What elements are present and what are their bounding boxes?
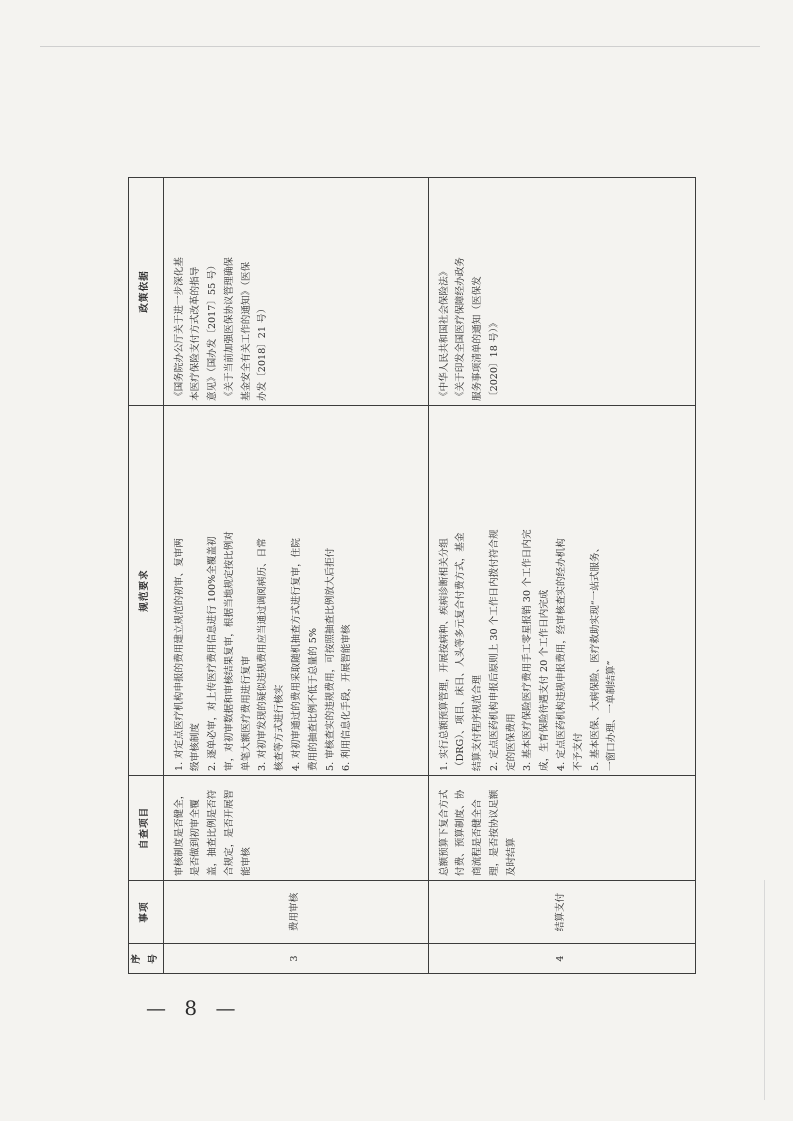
table-row — [428, 178, 695, 974]
basis-line: 服务事项清单的通知（医保发 — [472, 276, 484, 401]
row-requirement — [428, 406, 695, 776]
basis-line: 《关于当前加强医保协议管理确保 — [223, 257, 235, 401]
requirement-line: 4. 对初审通过的费用采取随机抽查方式进行复审，住院 — [291, 538, 303, 771]
requirement-line: （DRG）、项目、床日、人头等多元复合付费方式，基金 — [455, 532, 467, 771]
row-check-item — [163, 776, 428, 881]
row-number: 3 — [163, 944, 428, 974]
header-no: 序号 — [129, 944, 164, 974]
requirement-line: 2. 定点医药机构申报后原则上 30 个工作日内拨付符合规 — [488, 529, 500, 771]
header-requirement: 规范要求 — [129, 406, 164, 776]
check-line: 盖，抽查比例是否符 — [207, 789, 219, 876]
check-line: 及时结算 — [505, 837, 517, 876]
basis-line: 本医疗保险支付方式改革的指导 — [190, 266, 202, 401]
table-header-row — [129, 178, 164, 974]
header-item: 事项 — [129, 881, 164, 944]
scan-top-line — [40, 46, 760, 47]
requirement-line: 核查等方式进行核实 — [274, 684, 286, 771]
check-line: 是否做到初审全覆 — [190, 799, 202, 876]
requirement-line: 级审核制度 — [190, 723, 202, 771]
row-item: 结算支付 — [428, 881, 695, 944]
row-check-item — [428, 776, 695, 881]
requirement-line: 一窗口办理、一单制结算” — [606, 660, 618, 771]
requirement-line: 费用的抽查比例不低于总量的 5% — [307, 628, 319, 771]
rotated-table-container — [128, 178, 684, 974]
row-number: 4 — [428, 944, 695, 974]
basis-line: 〔2020〕18 号）》 — [488, 318, 500, 401]
basis-line: 基金安全有关工作的通知》（医保 — [240, 261, 252, 401]
check-line: 审核制度是否健全， — [173, 789, 185, 876]
check-line: 能审核 — [240, 847, 252, 876]
requirement-line: 1. 实行总额预算管理，开展按病种、疾病诊断相关分组 — [438, 538, 450, 771]
table-row — [163, 178, 428, 974]
check-line: 总额预算下复合方式 — [438, 789, 450, 876]
requirement-line: 成，生育保险待遇支付 20 个工作日内完成 — [539, 589, 551, 771]
requirement-line: 2. 逐单必审，对上传医疗费用信息进行 100%全覆盖初 — [207, 536, 219, 771]
check-line: 付费、预算制度、协 — [455, 789, 467, 876]
requirement-line: 定的医保费用 — [505, 713, 517, 771]
row-item: 费用审核 — [163, 881, 428, 944]
row-policy-basis — [428, 178, 695, 406]
requirement-line: 5. 审核查实的违规费用，可按照抽查比例放大后拒付 — [324, 547, 336, 771]
requirement-line: 4. 定点医药机构违规申报费用，经审核查实的经办机构 — [556, 538, 568, 771]
basis-line: 意见》（国办发〔2017〕55 号） — [207, 260, 219, 401]
requirement-line: 结算支付程序规范合理 — [472, 675, 484, 771]
row-requirement — [163, 406, 428, 776]
requirement-line: 3. 基本医疗保险医疗费用手工零星报销 30 个工作日内完 — [522, 529, 534, 771]
check-line: 商流程是否健全合 — [472, 799, 484, 876]
page-number: — 8 — — [146, 996, 242, 1020]
check-line: 理，是否按协议足额 — [488, 789, 500, 876]
header-policy-basis: 政策依据 — [129, 178, 164, 406]
scan-edge-line — [764, 880, 765, 1100]
check-line: 合规定，是否开展智 — [223, 789, 235, 876]
basis-line: 办发〔2018〕21 号） — [257, 303, 269, 401]
basis-line: 《关于印发全国医疗保障经办政务 — [455, 257, 467, 401]
requirement-line: 3. 对初审发现的疑似违规费用应当通过调阅病历、日常 — [257, 538, 269, 771]
requirement-line: 单笔大额医疗费用进行复审 — [240, 655, 252, 771]
requirement-line: 不予支付 — [572, 732, 584, 771]
self-inspection-table — [128, 177, 696, 974]
basis-line: 《中华人民共和国社会保险法》 — [438, 266, 450, 401]
row-policy-basis — [163, 178, 428, 406]
requirement-line: 5. 基本医保、大病保险、医疗救助实现“一站式服务、 — [589, 542, 601, 771]
requirement-line: 1. 对定点医疗机构申报的费用建立规范的初审、复审两 — [173, 538, 185, 771]
header-check: 自查项目 — [129, 776, 164, 881]
requirement-line: 6. 利用信息化手段，开展智能审核 — [341, 624, 353, 771]
requirement-line: 审，对初审数据和审核结果复审，根据当地规定按比例对 — [223, 531, 235, 771]
basis-line: 《国务院办公厅关于进一步深化基 — [173, 257, 185, 401]
